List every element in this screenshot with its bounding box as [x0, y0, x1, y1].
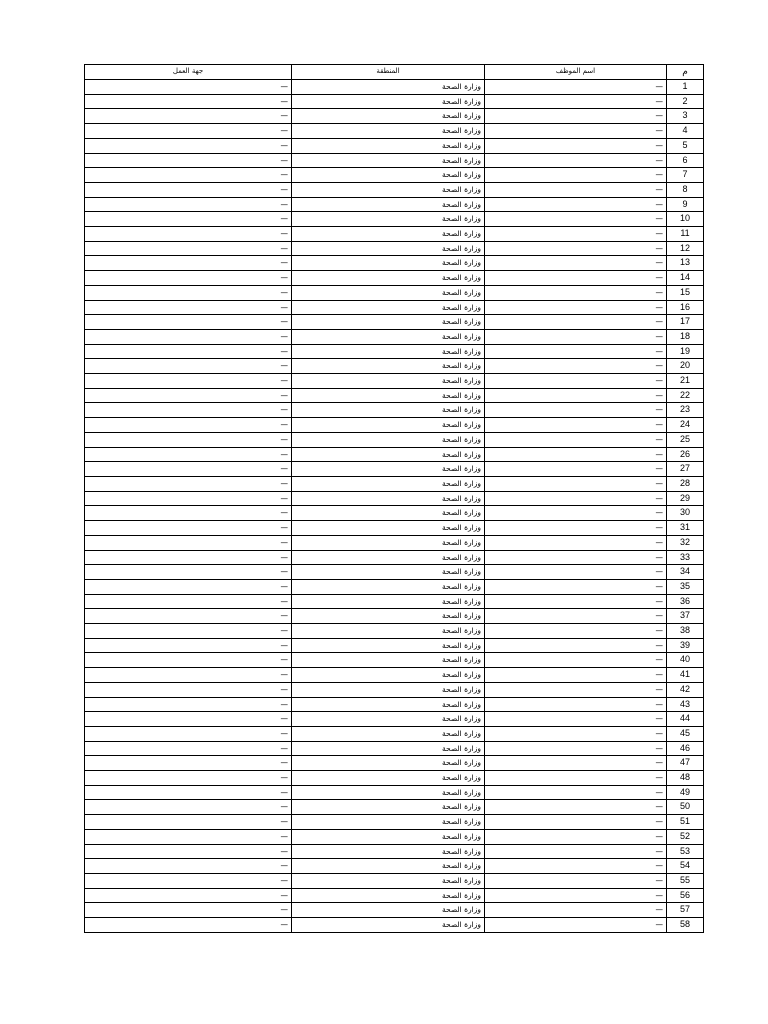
- work-unit-cell: —: [85, 771, 292, 786]
- table-row: [85, 785, 704, 800]
- region-cell: وزارة الصحة: [292, 726, 485, 741]
- work-unit-cell: —: [85, 388, 292, 403]
- work-unit-cell: —: [85, 535, 292, 550]
- row-number: 53: [667, 844, 704, 859]
- region-cell: وزارة الصحة: [292, 815, 485, 830]
- work-unit-cell: —: [85, 506, 292, 521]
- work-unit-cell: —: [85, 80, 292, 95]
- work-unit-cell: —: [85, 168, 292, 183]
- work-unit-cell: —: [85, 756, 292, 771]
- row-number: 56: [667, 888, 704, 903]
- table-row: [85, 506, 704, 521]
- table-row: [85, 815, 704, 830]
- region-cell: وزارة الصحة: [292, 344, 485, 359]
- row-number: 26: [667, 447, 704, 462]
- employee-name-cell: —: [485, 888, 667, 903]
- row-number: 17: [667, 315, 704, 330]
- region-cell: وزارة الصحة: [292, 624, 485, 639]
- table-row: [85, 521, 704, 536]
- work-unit-cell: —: [85, 888, 292, 903]
- row-number: 15: [667, 285, 704, 300]
- header-row: [85, 65, 704, 80]
- region-cell: وزارة الصحة: [292, 859, 485, 874]
- table-row: [85, 888, 704, 903]
- region-cell: وزارة الصحة: [292, 153, 485, 168]
- work-unit-cell: —: [85, 124, 292, 139]
- row-number: 13: [667, 256, 704, 271]
- work-unit-cell: —: [85, 579, 292, 594]
- row-number: 43: [667, 697, 704, 712]
- employee-name-cell: —: [485, 212, 667, 227]
- work-unit-cell: —: [85, 712, 292, 727]
- table-row: [85, 741, 704, 756]
- employee-name-cell: —: [485, 374, 667, 389]
- table-row: [85, 241, 704, 256]
- employee-name-cell: —: [485, 227, 667, 242]
- employee-name-cell: —: [485, 565, 667, 580]
- work-unit-cell: —: [85, 726, 292, 741]
- region-cell: وزارة الصحة: [292, 374, 485, 389]
- employee-name-cell: —: [485, 197, 667, 212]
- table-row: [85, 388, 704, 403]
- work-unit-cell: —: [85, 844, 292, 859]
- employee-name-cell: —: [485, 624, 667, 639]
- region-cell: وزارة الصحة: [292, 418, 485, 433]
- region-cell: وزارة الصحة: [292, 256, 485, 271]
- region-cell: وزارة الصحة: [292, 300, 485, 315]
- work-unit-cell: —: [85, 153, 292, 168]
- row-number: 50: [667, 800, 704, 815]
- employee-name-cell: —: [485, 432, 667, 447]
- row-number: 37: [667, 609, 704, 624]
- region-cell: وزارة الصحة: [292, 462, 485, 477]
- region-cell: وزارة الصحة: [292, 609, 485, 624]
- employee-name-cell: —: [485, 550, 667, 565]
- work-unit-cell: —: [85, 374, 292, 389]
- table-row: [85, 682, 704, 697]
- employee-name-cell: —: [485, 873, 667, 888]
- employee-name-cell: —: [485, 741, 667, 756]
- region-cell: وزارة الصحة: [292, 741, 485, 756]
- region-cell: وزارة الصحة: [292, 491, 485, 506]
- region-cell: وزارة الصحة: [292, 844, 485, 859]
- region-cell: وزارة الصحة: [292, 579, 485, 594]
- row-number: 30: [667, 506, 704, 521]
- region-cell: وزارة الصحة: [292, 829, 485, 844]
- region-cell: وزارة الصحة: [292, 212, 485, 227]
- region-cell: وزارة الصحة: [292, 168, 485, 183]
- employee-name-cell: —: [485, 241, 667, 256]
- table-row: [85, 80, 704, 95]
- work-unit-cell: —: [85, 785, 292, 800]
- employee-name-cell: —: [485, 726, 667, 741]
- work-unit-cell: —: [85, 476, 292, 491]
- table-row: [85, 756, 704, 771]
- row-number: 40: [667, 653, 704, 668]
- region-cell: وزارة الصحة: [292, 903, 485, 918]
- employee-name-cell: —: [485, 271, 667, 286]
- employee-name-cell: —: [485, 300, 667, 315]
- work-unit-cell: —: [85, 227, 292, 242]
- row-number: 12: [667, 241, 704, 256]
- work-unit-cell: —: [85, 638, 292, 653]
- work-unit-cell: —: [85, 182, 292, 197]
- row-number: 45: [667, 726, 704, 741]
- employee-name-cell: —: [485, 918, 667, 933]
- region-cell: وزارة الصحة: [292, 138, 485, 153]
- region-cell: وزارة الصحة: [292, 594, 485, 609]
- region-cell: وزارة الصحة: [292, 771, 485, 786]
- employee-name-cell: —: [485, 359, 667, 374]
- row-number: 49: [667, 785, 704, 800]
- employee-name-cell: —: [485, 638, 667, 653]
- header-region: المنطقة: [292, 65, 485, 80]
- region-cell: وزارة الصحة: [292, 241, 485, 256]
- region-cell: وزارة الصحة: [292, 432, 485, 447]
- employee-name-cell: —: [485, 388, 667, 403]
- row-number: 54: [667, 859, 704, 874]
- employee-name-cell: —: [485, 756, 667, 771]
- employee-name-cell: —: [485, 800, 667, 815]
- employee-name-cell: —: [485, 124, 667, 139]
- row-number: 27: [667, 462, 704, 477]
- work-unit-cell: —: [85, 815, 292, 830]
- work-unit-cell: —: [85, 550, 292, 565]
- work-unit-cell: —: [85, 594, 292, 609]
- work-unit-cell: —: [85, 418, 292, 433]
- work-unit-cell: —: [85, 300, 292, 315]
- row-number: 52: [667, 829, 704, 844]
- employee-name-cell: —: [485, 285, 667, 300]
- table-row: [85, 476, 704, 491]
- employee-name-cell: —: [485, 653, 667, 668]
- table-row: [85, 550, 704, 565]
- table-row: [85, 844, 704, 859]
- work-unit-cell: —: [85, 138, 292, 153]
- region-cell: وزارة الصحة: [292, 124, 485, 139]
- row-number: 34: [667, 565, 704, 580]
- work-unit-cell: —: [85, 829, 292, 844]
- table-row: [85, 609, 704, 624]
- region-cell: وزارة الصحة: [292, 388, 485, 403]
- employee-name-cell: —: [485, 785, 667, 800]
- table-row: [85, 565, 704, 580]
- region-cell: وزارة الصحة: [292, 476, 485, 491]
- work-unit-cell: —: [85, 329, 292, 344]
- employee-table: [84, 64, 704, 933]
- table-row: [85, 800, 704, 815]
- work-unit-cell: —: [85, 432, 292, 447]
- work-unit-cell: —: [85, 697, 292, 712]
- work-unit-cell: —: [85, 212, 292, 227]
- employee-name-cell: —: [485, 771, 667, 786]
- work-unit-cell: —: [85, 344, 292, 359]
- row-number: 42: [667, 682, 704, 697]
- row-number: 14: [667, 271, 704, 286]
- row-number: 29: [667, 491, 704, 506]
- table-row: [85, 668, 704, 683]
- table-row: [85, 285, 704, 300]
- row-number: 58: [667, 918, 704, 933]
- region-cell: وزارة الصحة: [292, 800, 485, 815]
- work-unit-cell: —: [85, 918, 292, 933]
- table-row: [85, 918, 704, 933]
- employee-name-cell: —: [485, 594, 667, 609]
- employee-name-cell: —: [485, 344, 667, 359]
- region-cell: وزارة الصحة: [292, 785, 485, 800]
- table-row: [85, 227, 704, 242]
- table-row: [85, 726, 704, 741]
- employee-name-cell: —: [485, 712, 667, 727]
- row-number: 35: [667, 579, 704, 594]
- employee-name-cell: —: [485, 153, 667, 168]
- region-cell: وزارة الصحة: [292, 182, 485, 197]
- row-number: 21: [667, 374, 704, 389]
- region-cell: وزارة الصحة: [292, 506, 485, 521]
- row-number: 39: [667, 638, 704, 653]
- employee-name-cell: —: [485, 329, 667, 344]
- table-row: [85, 403, 704, 418]
- row-number: 18: [667, 329, 704, 344]
- row-number: 32: [667, 535, 704, 550]
- employee-name-cell: —: [485, 521, 667, 536]
- table-row: [85, 535, 704, 550]
- table-row: [85, 829, 704, 844]
- work-unit-cell: —: [85, 609, 292, 624]
- region-cell: وزارة الصحة: [292, 535, 485, 550]
- work-unit-cell: —: [85, 873, 292, 888]
- table-row: [85, 94, 704, 109]
- work-unit-cell: —: [85, 285, 292, 300]
- row-number: 38: [667, 624, 704, 639]
- work-unit-cell: —: [85, 653, 292, 668]
- employee-name-cell: —: [485, 491, 667, 506]
- row-number: 57: [667, 903, 704, 918]
- region-cell: وزارة الصحة: [292, 682, 485, 697]
- region-cell: وزارة الصحة: [292, 918, 485, 933]
- row-number: 36: [667, 594, 704, 609]
- table-row: [85, 653, 704, 668]
- employee-name-cell: —: [485, 109, 667, 124]
- region-cell: وزارة الصحة: [292, 80, 485, 95]
- row-number: 33: [667, 550, 704, 565]
- row-number: 19: [667, 344, 704, 359]
- row-number: 10: [667, 212, 704, 227]
- table-row: [85, 771, 704, 786]
- table-row: [85, 594, 704, 609]
- row-number: 28: [667, 476, 704, 491]
- table-row: [85, 315, 704, 330]
- region-cell: وزارة الصحة: [292, 329, 485, 344]
- employee-name-cell: —: [485, 609, 667, 624]
- region-cell: وزارة الصحة: [292, 447, 485, 462]
- row-number: 31: [667, 521, 704, 536]
- region-cell: وزارة الصحة: [292, 712, 485, 727]
- row-number: 44: [667, 712, 704, 727]
- row-number: 25: [667, 432, 704, 447]
- employee-name-cell: —: [485, 476, 667, 491]
- work-unit-cell: —: [85, 271, 292, 286]
- row-number: 4: [667, 124, 704, 139]
- work-unit-cell: —: [85, 903, 292, 918]
- table-row: [85, 300, 704, 315]
- row-number: 47: [667, 756, 704, 771]
- table-row: [85, 197, 704, 212]
- region-cell: وزارة الصحة: [292, 197, 485, 212]
- row-number: 22: [667, 388, 704, 403]
- employee-name-cell: —: [485, 535, 667, 550]
- table-row: [85, 491, 704, 506]
- row-number: 11: [667, 227, 704, 242]
- work-unit-cell: —: [85, 256, 292, 271]
- region-cell: وزارة الصحة: [292, 888, 485, 903]
- row-number: 7: [667, 168, 704, 183]
- employee-name-cell: —: [485, 168, 667, 183]
- row-number: 9: [667, 197, 704, 212]
- table-row: [85, 124, 704, 139]
- table-row: [85, 212, 704, 227]
- employee-name-cell: —: [485, 403, 667, 418]
- table-row: [85, 329, 704, 344]
- work-unit-cell: —: [85, 565, 292, 580]
- table-row: [85, 418, 704, 433]
- table-row: [85, 256, 704, 271]
- employee-name-cell: —: [485, 844, 667, 859]
- region-cell: وزارة الصحة: [292, 315, 485, 330]
- work-unit-cell: —: [85, 800, 292, 815]
- employee-name-cell: —: [485, 668, 667, 683]
- employee-name-cell: —: [485, 447, 667, 462]
- region-cell: وزارة الصحة: [292, 227, 485, 242]
- row-number: 48: [667, 771, 704, 786]
- employee-name-cell: —: [485, 256, 667, 271]
- row-number: 20: [667, 359, 704, 374]
- row-number: 23: [667, 403, 704, 418]
- table-row: [85, 109, 704, 124]
- table-row: [85, 344, 704, 359]
- employee-name-cell: —: [485, 579, 667, 594]
- region-cell: وزارة الصحة: [292, 285, 485, 300]
- row-number: 16: [667, 300, 704, 315]
- row-number: 2: [667, 94, 704, 109]
- work-unit-cell: —: [85, 491, 292, 506]
- table-header: [85, 65, 704, 80]
- work-unit-cell: —: [85, 109, 292, 124]
- work-unit-cell: —: [85, 315, 292, 330]
- work-unit-cell: —: [85, 94, 292, 109]
- work-unit-cell: —: [85, 682, 292, 697]
- region-cell: وزارة الصحة: [292, 403, 485, 418]
- table-row: [85, 153, 704, 168]
- work-unit-cell: —: [85, 403, 292, 418]
- row-number: 6: [667, 153, 704, 168]
- row-number: 1: [667, 80, 704, 95]
- employee-name-cell: —: [485, 138, 667, 153]
- region-cell: وزارة الصحة: [292, 359, 485, 374]
- employee-name-cell: —: [485, 815, 667, 830]
- employee-name-cell: —: [485, 462, 667, 477]
- table-row: [85, 697, 704, 712]
- table-body: [85, 80, 704, 933]
- region-cell: وزارة الصحة: [292, 756, 485, 771]
- region-cell: وزارة الصحة: [292, 697, 485, 712]
- row-number: 3: [667, 109, 704, 124]
- work-unit-cell: —: [85, 359, 292, 374]
- table-row: [85, 432, 704, 447]
- work-unit-cell: —: [85, 859, 292, 874]
- header-work-unit: جهة العمل: [85, 65, 292, 80]
- employee-name-cell: —: [485, 506, 667, 521]
- row-number: 41: [667, 668, 704, 683]
- table-row: [85, 374, 704, 389]
- row-number: 5: [667, 138, 704, 153]
- table-row: [85, 359, 704, 374]
- work-unit-cell: —: [85, 624, 292, 639]
- table-row: [85, 462, 704, 477]
- region-cell: وزارة الصحة: [292, 873, 485, 888]
- region-cell: وزارة الصحة: [292, 668, 485, 683]
- region-cell: وزارة الصحة: [292, 521, 485, 536]
- region-cell: وزارة الصحة: [292, 271, 485, 286]
- employee-name-cell: —: [485, 682, 667, 697]
- table-row: [85, 579, 704, 594]
- employee-name-cell: —: [485, 182, 667, 197]
- table-row: [85, 712, 704, 727]
- work-unit-cell: —: [85, 521, 292, 536]
- employee-name-cell: —: [485, 315, 667, 330]
- header-employee-name: اسم الموظف: [485, 65, 667, 80]
- row-number: 46: [667, 741, 704, 756]
- work-unit-cell: —: [85, 462, 292, 477]
- region-cell: وزارة الصحة: [292, 94, 485, 109]
- table-row: [85, 638, 704, 653]
- region-cell: وزارة الصحة: [292, 653, 485, 668]
- work-unit-cell: —: [85, 197, 292, 212]
- table-row: [85, 138, 704, 153]
- table-row: [85, 168, 704, 183]
- table-row: [85, 624, 704, 639]
- region-cell: وزارة الصحة: [292, 638, 485, 653]
- table-row: [85, 859, 704, 874]
- region-cell: وزارة الصحة: [292, 109, 485, 124]
- work-unit-cell: —: [85, 241, 292, 256]
- employee-name-cell: —: [485, 697, 667, 712]
- work-unit-cell: —: [85, 741, 292, 756]
- work-unit-cell: —: [85, 447, 292, 462]
- row-number: 24: [667, 418, 704, 433]
- header-number: م: [667, 65, 704, 80]
- employee-name-cell: —: [485, 80, 667, 95]
- row-number: 55: [667, 873, 704, 888]
- row-number: 51: [667, 815, 704, 830]
- employee-name-cell: —: [485, 418, 667, 433]
- table-row: [85, 447, 704, 462]
- work-unit-cell: —: [85, 668, 292, 683]
- region-cell: وزارة الصحة: [292, 550, 485, 565]
- employee-name-cell: —: [485, 859, 667, 874]
- table-row: [85, 873, 704, 888]
- row-number: 8: [667, 182, 704, 197]
- table-row: [85, 271, 704, 286]
- table-row: [85, 903, 704, 918]
- employee-name-cell: —: [485, 903, 667, 918]
- region-cell: وزارة الصحة: [292, 565, 485, 580]
- employee-name-cell: —: [485, 94, 667, 109]
- employee-name-cell: —: [485, 829, 667, 844]
- table-row: [85, 182, 704, 197]
